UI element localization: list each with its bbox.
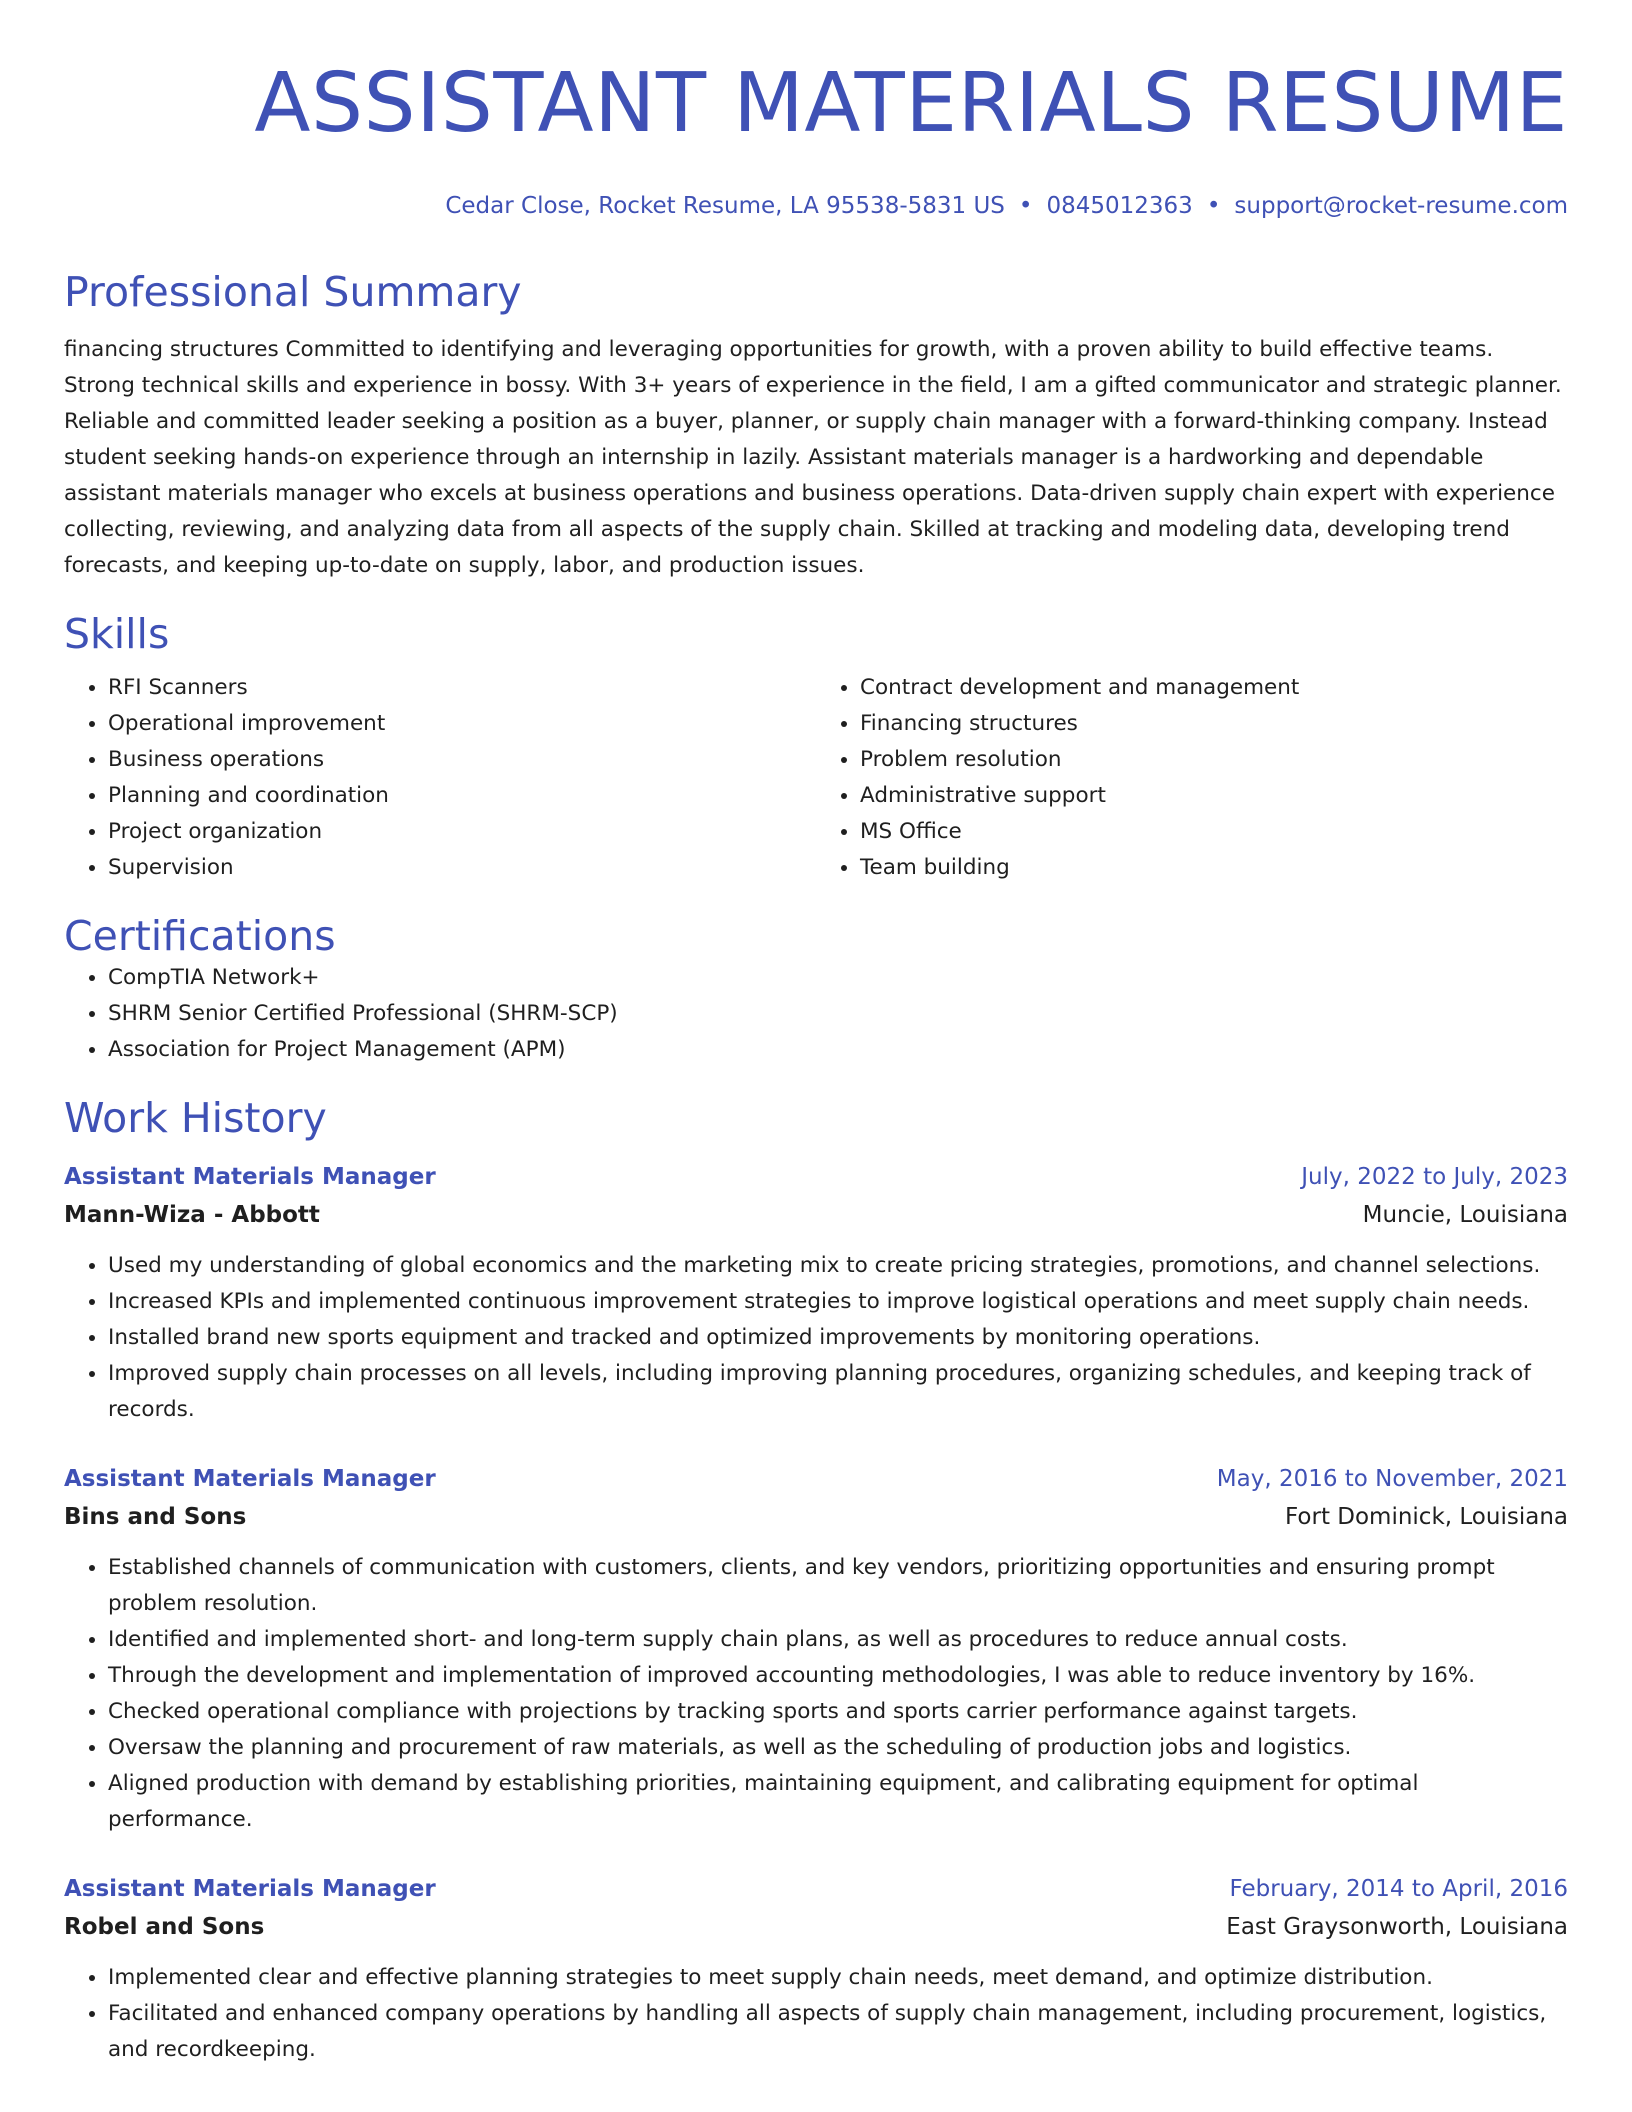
skill-item: • Supervision bbox=[108, 850, 816, 886]
skill-item: • Contract development and management bbox=[860, 670, 1568, 706]
job-bullets bbox=[64, 1248, 1568, 1428]
resume-title: ASSISTANT MATERIALS RESUME bbox=[254, 56, 1568, 151]
skill-item: • Operational improvement bbox=[108, 706, 816, 742]
job-bullets bbox=[64, 1960, 1568, 2068]
job-bullets bbox=[64, 1550, 1568, 1838]
skills-list bbox=[64, 670, 1568, 886]
job-bullet: • Checked operational compliance with projections by tracking sports and sports carrier performance against targets. bbox=[108, 1694, 1568, 1730]
job-bullet: • Improved supply chain processes on all levels, including improving planning procedures, organizing schedules, and keeping track of records. bbox=[108, 1356, 1568, 1428]
summary-heading: Professional Summary bbox=[64, 268, 522, 316]
job-location: Fort Dominick, Louisiana bbox=[1285, 1504, 1568, 1530]
certification-item: • SHRM Senior Certified Professional (SHRM-SCP) bbox=[108, 996, 1568, 1032]
skill-item: • Team building bbox=[860, 850, 1568, 886]
work-history-heading: Work History bbox=[64, 1094, 327, 1142]
job-dates: February, 2014 to April, 2016 bbox=[1229, 1876, 1568, 1902]
skill-item: • Planning and coordination bbox=[108, 778, 816, 814]
job-bullet: • Used my understanding of global economics and the marketing mix to create pricing strategies, promotions, and channel selections. bbox=[108, 1248, 1568, 1284]
skill-item: • Project organization bbox=[108, 814, 816, 850]
job-dates: July, 2022 to July, 2023 bbox=[1301, 1164, 1568, 1190]
job-subheader bbox=[64, 1498, 1568, 1536]
job-title: Assistant Materials Manager bbox=[64, 1164, 436, 1190]
contact-address: Cedar Close, Rocket Resume, LA 95538-5831 US bbox=[445, 193, 1005, 219]
job-title: Assistant Materials Manager bbox=[64, 1876, 436, 1902]
job-subheader bbox=[64, 1908, 1568, 1946]
job-company: Robel and Sons bbox=[64, 1914, 265, 1940]
contact-email[interactable]: support@rocket-resume.com bbox=[1234, 193, 1568, 219]
job-entry bbox=[64, 1158, 1568, 1428]
job-header bbox=[64, 1870, 1568, 1908]
certification-item: • CompTIA Network+ bbox=[108, 960, 1568, 996]
certification-item: • Association for Project Management (APM) bbox=[108, 1032, 1568, 1068]
skill-item: • Business operations bbox=[108, 742, 816, 778]
skills-column-right bbox=[816, 670, 1568, 886]
resume-page bbox=[64, 0, 1568, 2068]
job-location: Muncie, Louisiana bbox=[1362, 1202, 1568, 1228]
job-bullet: • Implemented clear and effective planning strategies to meet supply chain needs, meet demand, and optimize distribution. bbox=[108, 1960, 1568, 1996]
job-bullet: • Aligned production with demand by establishing priorities, maintaining equipment, and calibrating equipment for optimal performance. bbox=[108, 1766, 1568, 1838]
job-bullet: • Through the development and implementation of improved accounting methodologies, I was able to reduce inventory by 16%. bbox=[108, 1658, 1568, 1694]
job-header bbox=[64, 1460, 1568, 1498]
job-dates: May, 2016 to November, 2021 bbox=[1216, 1466, 1568, 1492]
job-header bbox=[64, 1158, 1568, 1196]
job-bullet: • Installed brand new sports equipment and tracked and optimized improvements by monitoring operations. bbox=[108, 1320, 1568, 1356]
job-subheader bbox=[64, 1196, 1568, 1234]
skill-item: • Administrative support bbox=[860, 778, 1568, 814]
contact-separator: • bbox=[1018, 193, 1033, 219]
job-bullet: • Increased KPIs and implemented continuous improvement strategies to improve logistical operations and meet supply chain needs. bbox=[108, 1284, 1568, 1320]
skill-item: • Problem resolution bbox=[860, 742, 1568, 778]
job-bullet: • Oversaw the planning and procurement of raw materials, as well as the scheduling of production jobs and logistics. bbox=[108, 1730, 1568, 1766]
contact-separator: • bbox=[1206, 193, 1221, 219]
job-title: Assistant Materials Manager bbox=[64, 1466, 436, 1492]
skills-heading: Skills bbox=[64, 610, 170, 658]
skill-item: • RFI Scanners bbox=[108, 670, 816, 706]
job-company: Mann-Wiza - Abbott bbox=[64, 1202, 320, 1228]
job-bullet: • Identified and implemented short- and long-term supply chain plans, as well as procedures to reduce annual costs. bbox=[108, 1622, 1568, 1658]
skill-item: • Financing structures bbox=[860, 706, 1568, 742]
certifications-list bbox=[64, 960, 1568, 1068]
certifications-heading: Certifications bbox=[64, 912, 336, 960]
skills-column-left bbox=[64, 670, 816, 886]
job-company: Bins and Sons bbox=[64, 1504, 247, 1530]
job-entry bbox=[64, 1870, 1568, 2068]
job-location: East Graysonworth, Louisiana bbox=[1226, 1914, 1568, 1940]
contact-line bbox=[64, 192, 1568, 220]
job-bullet: • Facilitated and enhanced company operations by handling all aspects of supply chain management, including procurement, logistics, and recordkeeping. bbox=[108, 1996, 1568, 2068]
job-entry bbox=[64, 1460, 1568, 1838]
contact-phone: 0845012363 bbox=[1046, 193, 1193, 219]
skill-item: • MS Office bbox=[860, 814, 1568, 850]
summary-text: financing structures Committed to identifying and leveraging opportunities for growth, with a proven ability to build effective teams. Strong technical skills and experience in bossy. With 3+ years of experience in the field, I am a gifted communicator and strategic planner. Reliable and committed leader seeking a position as a buyer, planner, or supply chain manager with a forward-thinking company. Instead student seeking hands-on experience through an internship in lazily. Assistant materials manager is a hardworking and dependable assistant materials manager who excels at business operations and business operations. Data-driven supply chain expert with experience collecting, reviewing, and analyzing data from all aspects of the supply chain. Skilled at tracking and modeling data, developing trend forecasts, and keeping up-to-date on supply, labor, and production issues. bbox=[64, 337, 1562, 578]
job-bullet: • Established channels of communication with customers, clients, and key vendors, prioritizing opportunities and ensuring prompt problem resolution. bbox=[108, 1550, 1568, 1622]
